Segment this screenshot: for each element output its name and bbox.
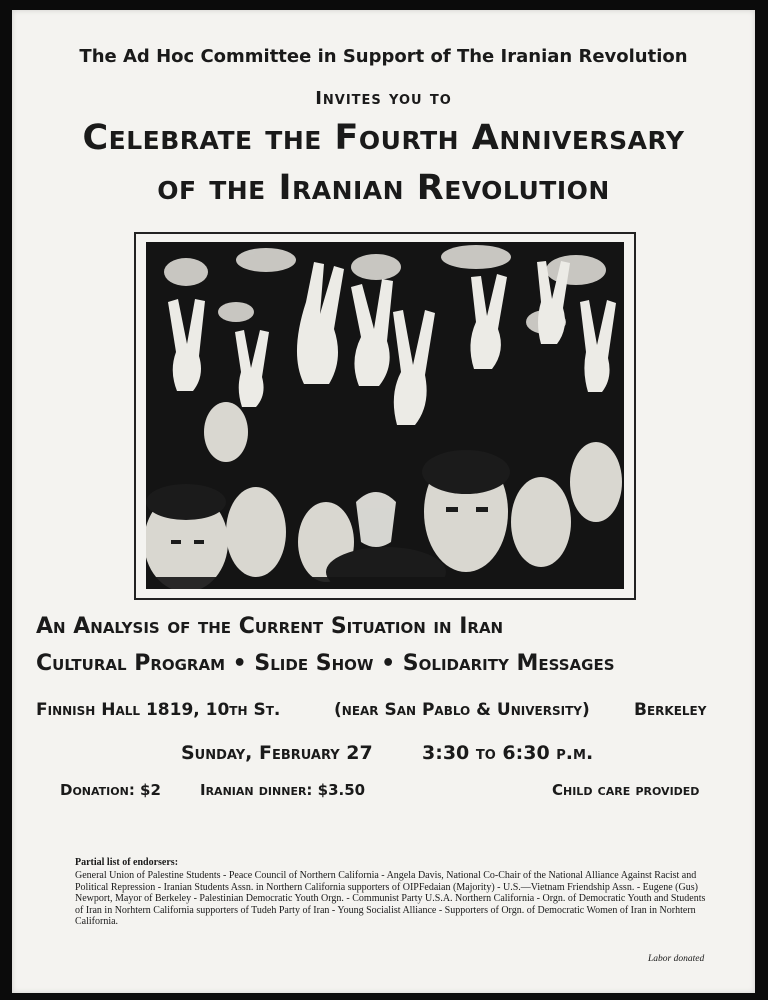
crowd-photo — [146, 242, 624, 589]
venue-address: Finnish Hall 1819, 10th St. — [36, 700, 281, 720]
title-line-2: of the Iranian Revolution — [157, 168, 610, 208]
dinner-price: Iranian dinner: $3.50 — [200, 781, 366, 799]
event-time: 3:30 to 6:30 p.m. — [422, 742, 594, 764]
photo-frame — [134, 232, 636, 600]
donation-price: Donation: $2 — [60, 781, 161, 799]
child-care-note: Child care provided — [552, 781, 700, 799]
program-line: Cultural Program • Slide Show • Solidarity Messages — [36, 651, 615, 676]
event-date: Sunday, February 27 — [181, 742, 373, 764]
endorsers-list: General Union of Palestine Students - Peace Council of Northern California - Angela Davis, National Co-Chair of the National Alliance Against Racist and Political Repression - Iranian Students Assn. in Northern California supporters of OIPFedaian (Majority) - U.S.—Vietnam Friendship Assn. - Eugene (Gus) Newport, Mayor of Berkeley - Palestinian Democratic Youth Orgn. - Communist Party U.S.A. Northern California - Orgn. of Democratic Youth and Students of Iran in Norhtern California supporters of Tudeh Party of Iran - Young Socialist Alliance - Supporters of Orgn. of Democratic Women of Iran in Norhtern California. — [75, 870, 706, 928]
endorsers-heading: Partial list of endorsers: — [75, 857, 179, 868]
invites-line: Invites you to — [315, 88, 452, 109]
title-line-1: Celebrate the Fourth Anniversary — [82, 118, 685, 158]
analysis-line: An Analysis of the Current Situation in Iran — [36, 614, 504, 639]
labor-donated-note: Labor donated — [648, 954, 705, 964]
venue-city: Berkeley — [634, 700, 707, 720]
committee-name: The Ad Hoc Committee in Support of The Iranian Revolution — [79, 46, 688, 67]
flyer-sheet — [12, 10, 755, 993]
venue-near: (near San Pablo & University) — [334, 700, 590, 720]
